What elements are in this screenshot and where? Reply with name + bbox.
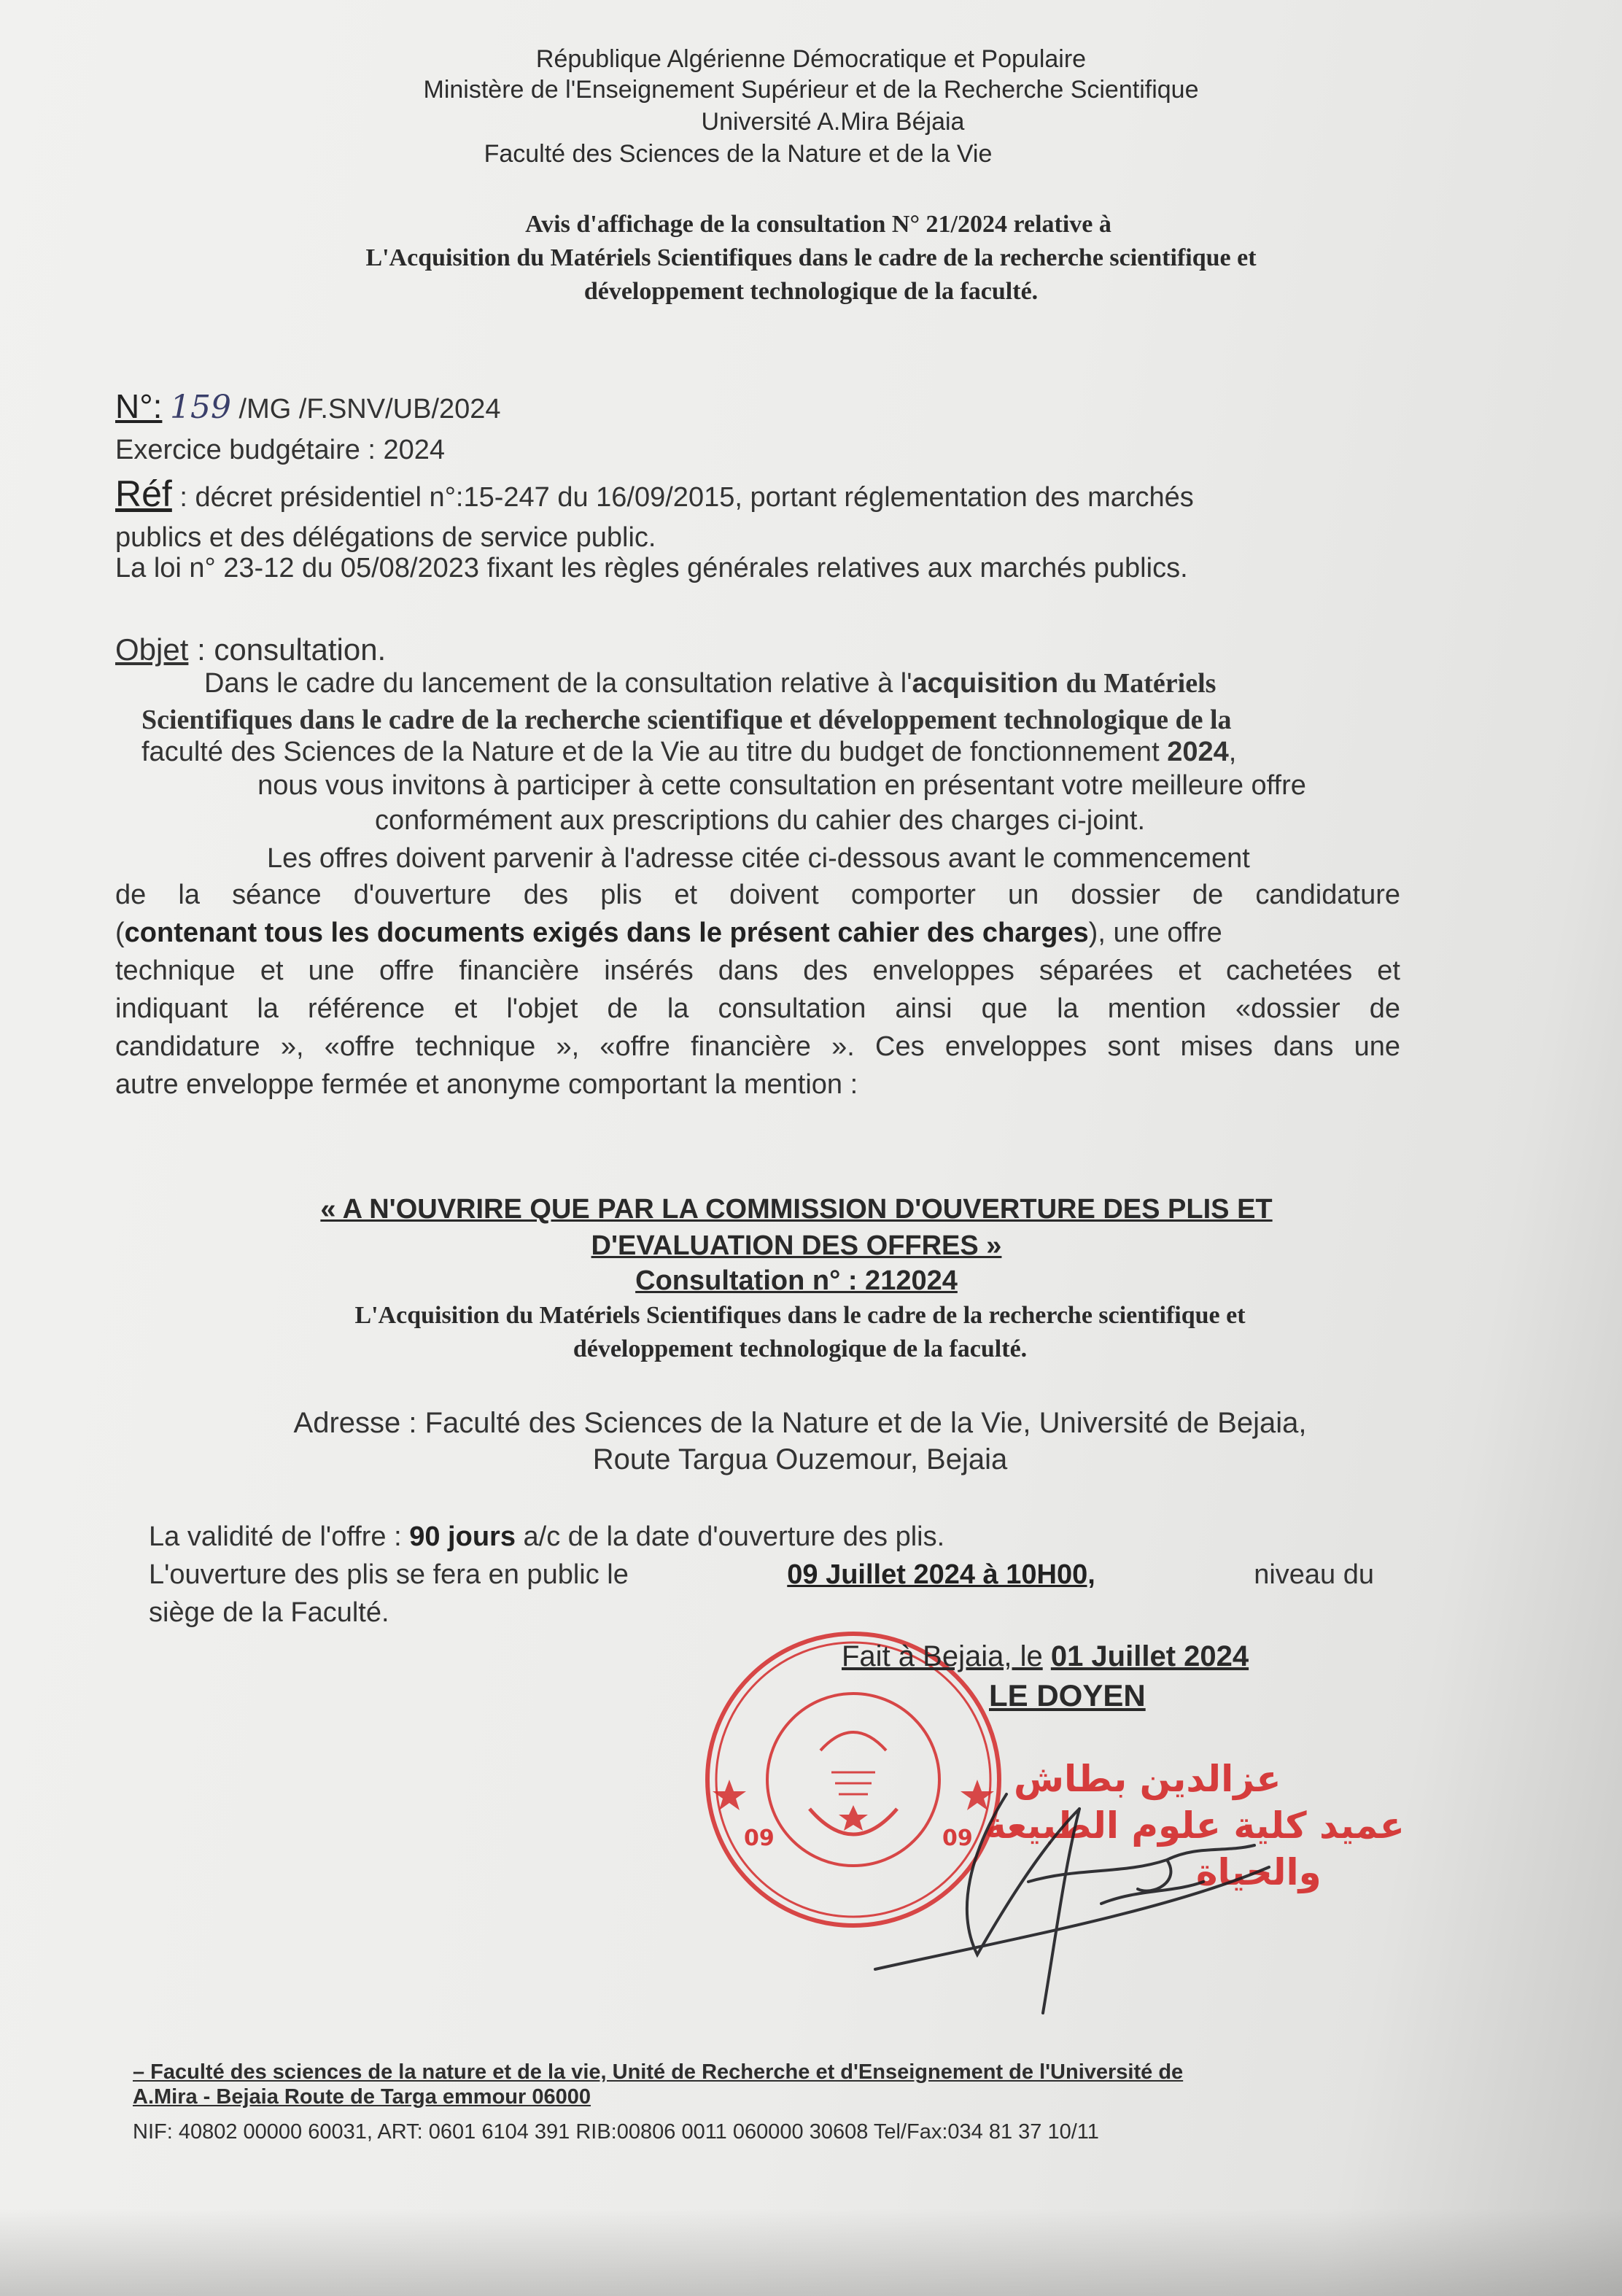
object-line	[115, 632, 386, 668]
paragraph-1-line-5: conformément aux prescriptions du cahier des charges ci-joint.	[374, 805, 1146, 836]
paragraph-2-line-2: de la séance d'ouverture des plis et doivent comporter un dossier de candidature	[115, 880, 1400, 910]
opening-line-2: siège de la Faculté.	[149, 1597, 389, 1628]
budget-exercise: Exercice budgétaire : 2024	[115, 435, 446, 465]
envelope-line-2: D'EVALUATION DES OFFRES »	[591, 1230, 1002, 1261]
reference-line-2: publics et des délégations de service public.	[115, 522, 656, 553]
reference-line-1	[115, 473, 1194, 516]
header-ministry: Ministère de l'Enseignement Supérieur et de la Recherche Scientifique	[423, 76, 1199, 104]
validity-line	[149, 1519, 944, 1555]
paragraph-2-line-5: indiquant la référence et l'objet de la consultation ainsi que la mention «dossier de	[115, 993, 1400, 1024]
opening-suffix: niveau du	[1254, 1559, 1374, 1590]
p1-l1-text: Dans le cadre du lancement de la consultation relative à l'	[204, 668, 912, 699]
address-line-1: Adresse : Faculté des Sciences de la Nature et de la Vie, Université de Bejaia,	[293, 1407, 1307, 1439]
object-value: : consultation.	[197, 632, 387, 667]
footer-line-2: A.Mira - Bejaia Route de Targa emmour 06000	[133, 2085, 591, 2109]
title-line-3: développement technologique de la faculté.	[583, 278, 1039, 305]
dean-title: LE DOYEN	[989, 1678, 1146, 1713]
p1-l1-serif: du Matériels	[1066, 668, 1216, 699]
arabic-title-2: والحياة	[1196, 1851, 1322, 1893]
opening-date: 09 Juillet 2024 à 10H00,	[787, 1559, 1095, 1590]
envelope-line-4: L'Acquisition du Matériels Scientifiques dans le cadre de la recherche scientifique et	[354, 1302, 1246, 1329]
paragraph-2-line-4: technique et une offre financière insérés dans des enveloppes séparées et cachetées et	[115, 955, 1400, 986]
title-line-2: L'Acquisition du Matériels Scientifiques dans le cadre de la recherche scientifique et	[365, 244, 1257, 271]
paragraph-2-line-7: autre enveloppe fermée et anonyme comportant la mention :	[115, 1069, 858, 1100]
object-label: Objet	[115, 632, 189, 667]
place-date	[842, 1638, 1249, 1675]
consultation-number: Consultation n° : 212024	[635, 1265, 958, 1296]
validity-suffix: a/c de la date d'ouverture des plis.	[523, 1521, 945, 1552]
stamp-number-right: 09	[942, 1826, 973, 1851]
paragraph-1-line-2: Scientifiques dans le cadre de la recherche scientifique et développement technologique de la	[141, 705, 1232, 735]
p2-l3-close: ), une offre	[1088, 918, 1222, 948]
reference-number	[115, 388, 501, 427]
p1-l3-bold: 2024	[1167, 737, 1229, 767]
reference-line-3: La loi n° 23-12 du 05/08/2023 fixant les règles générales relatives aux marchés publics.	[115, 553, 1188, 583]
number-suffix: /MG /F.SNV/UB/2024	[238, 394, 501, 424]
signature-date: 01 Juillet 2024	[1050, 1640, 1249, 1672]
p2-l3-bold: contenant tous les documents exigés dans le présent cahier des charges	[124, 918, 1089, 948]
address-line-2: Route Targua Ouzemour, Bejaia	[592, 1443, 1008, 1475]
handwritten-signature	[861, 1721, 1313, 2028]
validity-prefix: La validité de l'offre :	[149, 1521, 402, 1552]
p1-l3-text: faculté des Sciences de la Nature et de la Vie au titre du budget de fonctionnement	[141, 737, 1160, 767]
envelope-line-5: développement technologique de la faculté.	[573, 1335, 1028, 1362]
header-republic: République Algérienne Démocratique et Populaire	[535, 45, 1087, 73]
ref-text-1: : décret présidentiel n°:15-247 du 16/09/2015, portant réglementation des marchés	[179, 482, 1194, 513]
header-faculty: Faculté des Sciences de la Nature et de la Vie	[484, 140, 993, 168]
arabic-title-1: عميد كلية علوم الطبيعة	[985, 1804, 1405, 1847]
opening-line	[149, 1556, 1374, 1593]
envelope-line-1: « A N'OUVRIRE QUE PAR LA COMMISSION D'OUVERTURE DES PLIS ET	[320, 1194, 1273, 1225]
paragraph-1-line-4: nous vous invitons à participer à cette consultation en présentant votre meilleure offre	[257, 770, 1306, 801]
paragraph-1-line-1	[204, 665, 1216, 702]
ref-label: Réf	[115, 473, 172, 514]
paragraph-2-line-6: candidature », «offre technique », «offre financière ». Ces enveloppes sont mises dans une	[115, 1031, 1400, 1062]
p1-l3-comma: ,	[1228, 737, 1237, 767]
validity-days: 90 jours	[409, 1521, 516, 1552]
paragraph-2-line-1: Les offres doivent parvenir à l'adresse citée ci-dessous avant le commencement	[267, 843, 1250, 874]
header-university: Université A.Mira Béjaia	[701, 108, 965, 136]
p2-l3-open: (	[115, 918, 125, 948]
page-shadow	[0, 2208, 1622, 2296]
footer-line-3: NIF: 40802 00000 60031, ART: 0601 6104 391 RIB:00806 0011 060000 30608 Tel/Fax:034 81 37 10/11	[133, 2120, 1099, 2144]
handwritten-number: 159	[169, 389, 231, 426]
paragraph-1-line-3	[141, 734, 1236, 770]
title-line-1: Avis d'affichage de la consultation N° 21/2024 relative à	[525, 211, 1111, 238]
arabic-name: عزالدين بطاش	[1014, 1758, 1281, 1800]
paragraph-2-line-3	[115, 915, 1222, 951]
footer-line-1: – Faculté des sciences de la nature et de la vie, Unité de Recherche et d'Enseignement de l'Université de	[133, 2060, 1184, 2084]
stamp-number-left: 09	[744, 1826, 775, 1851]
number-label: N°:	[115, 387, 163, 425]
opening-prefix: L'ouverture des plis se fera en public le	[149, 1559, 629, 1590]
place-date-prefix: Fait à Bejaia, le	[842, 1640, 1043, 1672]
p1-l1-bold: acquisition	[912, 668, 1059, 699]
